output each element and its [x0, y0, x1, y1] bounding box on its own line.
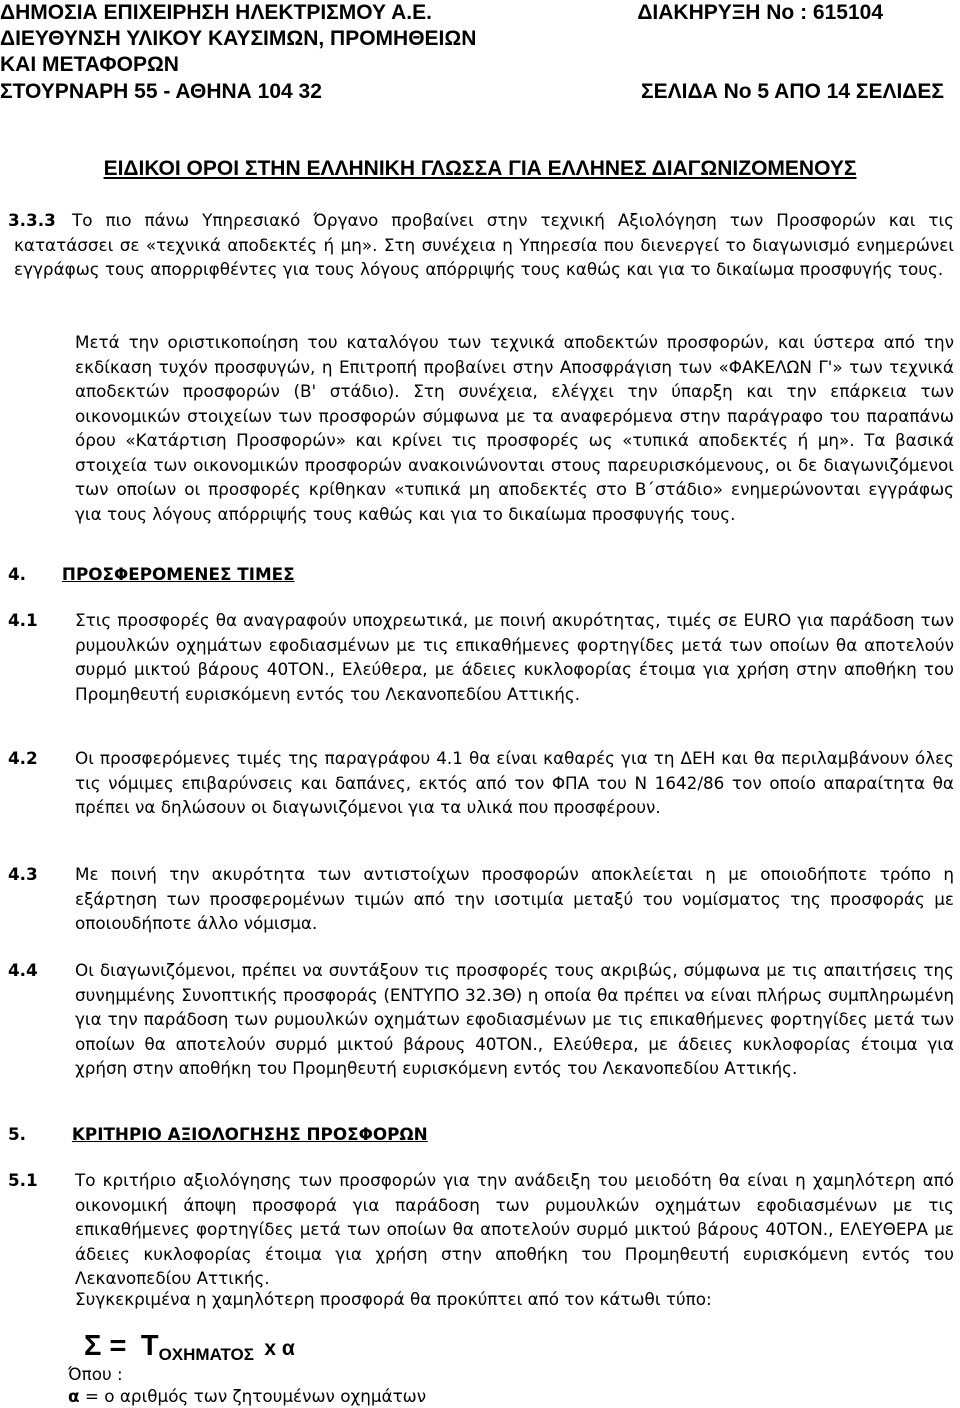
section-4-number: 4. — [8, 564, 27, 584]
tender-number: ΔΙΑΚΗΡΥΞΗ Νο : 615104 — [637, 1, 883, 24]
section-3-3-3-para2: Μετά την οριστικοποίηση του καταλόγου των τεχνικά αποδεκτών προσφορών, και ύστερα από την εκδίκαση τυχόν προσφυγών, η Επιτροπή προβαίνει στην Αποσφράγιση των «ΦΑΚΕΛΩΝ Γ'» των τεχνικά αποδεκτών προσφορών (Β' στάδιο). Στη συνέχεια, ελέγχει την ύπαρξη και την επάρκεια των οικονομικών στοιχείων των προσφορών σύμφωνα με τα αναφερόμενα στην παράγραφο του παραπάνω όρου «Κατάρτιση Προσφορών» και κρίνει τις προσφορές ως «τυπικά αποδεκτές ή μη». Τα βασικά στοιχεία των οικονομικών προσφορών ανακοινώνονται στους παρευρισκόμενους, οι δε διαγωνιζόμενοι των οποίων οι προσφορές κρίθηκαν «τυπικά μη αποδεκτές στο Β΄στάδιο» ενημερώνονται εγγράφως για τους λόγους απόρριψής τους καθώς και για το δικαίωμα προσφυγής τους. — [75, 332, 954, 524]
section-5-heading — [8, 1122, 428, 1147]
org-directorate-cont: ΚΑΙ ΜΕΤΑΦΟΡΩΝ — [0, 53, 179, 76]
item-4-1-number: 4.1 — [8, 610, 38, 630]
item-4-3-text: Με ποινή την ακυρότητα των αντιστοίχων προσφορών αποκλείεται η με οποιοδήποτε τρόπο η εξάρτηση των προσφερομένων τιμών από την ισοτιμία μεταξύ του νομίσματος της προσφοράς με οποιουδήποτε άλλο νόμισμα. — [75, 864, 954, 933]
evaluation-formula — [84, 1330, 295, 1363]
item-4-1-text: Στις προσφορές θα αναγραφούν υποχρεωτικά, με ποινή ακυρότητας, τιμές σε EURO για παράδοση των ρυμουλκών οχημάτων εφοδιασμένων με τις επικαθήμενες φορτηγίδες μετά των οποίων θα αποτελούν συρμό μικτού βάρους 40ΤΟΝ., Ελεύθερα, με άδειες κυκλοφορίας έτοιμα για χρήση στην αποθήκη του Προμηθευτή ευρισκόμενη εντός του Λεκανοπεδίου Αττικής. — [75, 610, 954, 704]
org-directorate: ΔΙΕΥΘΥΝΣΗ ΥΛΙΚΟΥ ΚΑΥΣΙΜΩΝ, ΠΡΟΜΗΘΕΙΩΝ — [0, 27, 477, 50]
item-4-3-number: 4.3 — [8, 864, 38, 884]
section-5-number: 5. — [8, 1124, 27, 1144]
section-number: 3.3.3 — [8, 210, 56, 230]
section-4-title: ΠΡΟΣΦΕΡΟΜΕΝΕΣ ΤΙΜΕΣ — [61, 564, 295, 584]
section-4-heading — [8, 562, 295, 587]
item-5-1-text: Το κριτήριο αξιολόγησης των προσφορών για την ανάδειξη του μειοδότη θα είναι η χαμηλότερη από οικονομική άποψη προσφορά για παράδοση των ρυμουλκών οχημάτων εφοδιασμένων με τις επικαθήμενες φορτηγίδες μετά των οποίων θα αποτελούν συρμό μικτού βάρους 40ΤΟΝ., ΕΛΕΥΘΕΡΑ με άδειες κυκλοφορίας έτοιμα για χρήση στην αποθήκη του Προμηθευτή ευρισκόμενη εντός του Λεκανοπεδίου Αττικής. — [75, 1170, 954, 1288]
org-name: ΔΗΜΟΣΙΑ ΕΠΙΧΕΙΡΗΣΗ ΗΛΕΚΤΡΙΣΜΟΥ Α.Ε. — [0, 1, 432, 24]
item-5-1-number: 5.1 — [8, 1170, 38, 1190]
formula-times-alpha: x α — [264, 1337, 295, 1360]
formula-intro: Συγκεκριμένα η χαμηλότερη προσφορά θα προκύπτει από τον κάτωθι τύπο: — [75, 1289, 712, 1309]
item-4-4-text: Οι διαγωνιζόμενοι, πρέπει να συντάξουν τις προσφορές τους ακριβώς, σύμφωνα με τις απαιτήσεις της συνημμένης Συνοπτικής προσφοράς (ΕΝΤΥΠΟ 32.3Θ) η οποία θα πρέπει να είναι πλήρως συμπληρωμένη για την παράδοση των ρυμουλκών οχημάτων εφοδιασμένων με τις επικαθήμενες φορτηγίδες μετά των οποίων θα αποτελούν συρμό μικτού βάρους 40ΤΟΝ., Ελεύθερα, με άδειες κυκλοφορίας έτοιμα για χρήση στην αποθήκη του Προμηθευτή ευρισκόμενη εντός του Λεκανοπεδίου Αττικής. — [75, 960, 954, 1078]
section-3-3-3-text: Το πιο πάνω Υπηρεσιακό Όργανο προβαίνει στην τεχνική Αξιολόγηση των Προσφορών και τις κατατάσσει σε «τεχνικά αποδεκτές ή μη». Στη συνέχεια η Υπηρεσία που διενεργεί το διαγωνισμό ενημερώνει εγγράφως τους απορριφθέντες για τους λόγους απόρριψής τους καθώς και για το δικαίωμα προσφυγής τους. — [14, 210, 954, 279]
where-label: Όπου : — [68, 1364, 123, 1384]
formula-sigma: Σ = — [84, 1330, 127, 1362]
page-number: ΣΕΛΙΔΑ Νο 5 ΑΠΟ 14 ΣΕΛΙΔΕΣ — [641, 80, 944, 103]
letterhead — [0, 0, 960, 110]
document-title: ΕΙΔΙΚΟΙ ΟΡΟΙ ΣΤΗΝ ΕΛΛΗΝΙΚΗ ΓΛΩΣΣΑ ΓΙΑ ΕΛΛΗΝΕΣ ΔΙΑΓΩΝΙΖΟΜΕΝΟΥΣ — [103, 157, 857, 180]
item-4-4-number: 4.4 — [8, 960, 38, 980]
section-5-title: ΚΡΙΤΗΡΙΟ ΑΞΙΟΛΟΓΗΣΗΣ ΠΡΟΣΦΟΡΩΝ — [71, 1124, 428, 1144]
org-address: ΣΤΟΥΡΝΑΡΗ 55 - ΑΘΗΝΑ 104 32 — [0, 80, 322, 103]
alpha-symbol: α — [68, 1386, 80, 1406]
alpha-definition — [68, 1384, 426, 1408]
item-4-2-number: 4.2 — [8, 748, 38, 768]
alpha-definition-text: = ο αριθμός των ζητουμένων οχημάτων — [84, 1386, 427, 1406]
item-4-2-text: Οι προσφερόμενες τιμές της παραγράφου 4.1 θα είναι καθαρές για τη ΔΕΗ και θα περιλαμβάνουν όλες τις νόμιμες επιβαρύνσεις και δαπάνες, εκτός από τον ΦΠΑ του Ν 1642/86 τον οποίο απαραίτητα θα πρέπει να δηλώσουν οι διαγωνιζόμενοι για τα υλικά που προσφέρουν. — [75, 748, 954, 817]
formula-t-subscript: ΟΧΗΜΑΤΟΣ — [158, 1345, 254, 1364]
formula-t: Τ — [140, 1330, 159, 1362]
